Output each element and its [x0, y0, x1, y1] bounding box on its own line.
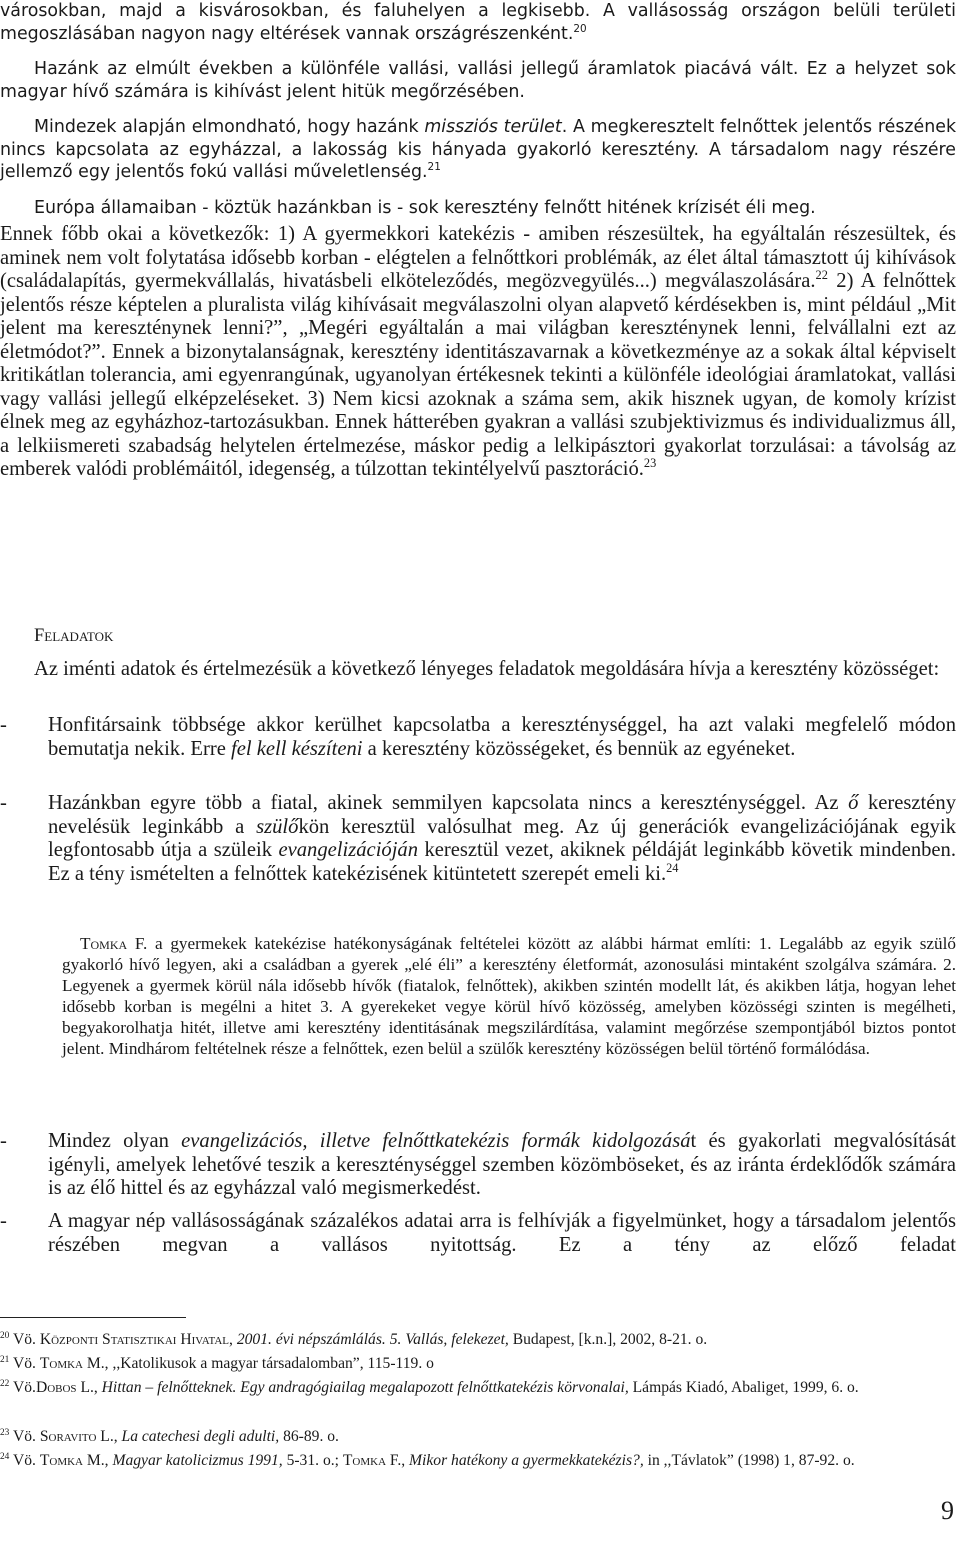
- footnote-24: [0, 1450, 956, 1472]
- mission-text-after: . A megkeresztelt felnőttek jelentős részének nincs kapcsolata az egyházzal, a lakosság kis hányada gyakorló keresztény. A társadalom nagy részére jellemző egy jelentős fokú vallási műveletlenség.: [0, 117, 957, 182]
- footnote-number: 23: [0, 1427, 10, 1438]
- footnote-text: 5-31. o.;: [282, 1452, 343, 1469]
- footnote-text: ,: [401, 1452, 410, 1469]
- footnote-title: 2001. évi népszámlálás. 5. Vallás, felekezet,: [236, 1331, 509, 1348]
- footnote-text: Budapest, [k.n.], 2002, 8-21. o.: [508, 1331, 708, 1348]
- paragraph-mission: [0, 116, 956, 184]
- bullet-dash: -: [0, 1210, 7, 1232]
- footnote-author: Tomka F.: [342, 1452, 402, 1469]
- footnote-ref-22[interactable]: 22: [815, 268, 828, 283]
- bullet-dash: -: [0, 1130, 7, 1152]
- footnote-author: Soravito L.: [39, 1428, 114, 1445]
- footnote-text: ,: [104, 1452, 113, 1469]
- crisis-text-1: Ennek főbb okai a következők: 1) A gyermekkori katekézis - amiben részesültek, ha egyáltalán részesültek, és aminek nem volt folytatása idősebb korban - elégtelen a felnőttkori problémák, az élet által támasztott új kihívások (családalapítás, gyermekvállalás, hivatásbeli elköteleződés, megözvegyülés...) megválaszolására.: [0, 223, 956, 292]
- paragraph-top: [0, 0, 956, 45]
- footnote-separator: [0, 1317, 186, 1318]
- bullet-item-4: [0, 1210, 956, 1257]
- footnote-text: Vö.: [9, 1428, 40, 1445]
- bullet-2-text-a: Hazánkban egyre több a fiatal, akinek semmilyen kapcsolata nincs a kereszténységgel. Az: [48, 792, 849, 814]
- footnote-23: [0, 1426, 956, 1448]
- section-intro-text: Az iménti adatok és értelmezésük a következő lényeges feladatok megoldására hívja a keresztény közösséget:: [34, 658, 940, 680]
- footnote-text: ,: [113, 1428, 122, 1445]
- note-text: a gyermekek katekézise hatékonyságának feltételei között az alábbi hármat említi: 1. Legalább az egyik szülő gyakorló hívő legyen, aki a családban a gyerek „elé éli” a keresztény életformát, azonosulási mintaként szolgálva számára. 2. Legyenek a gyermek körül nála idősebb hívők (fiatalok, felnőttek), akikben szintén modellt lát, és akikben látja, hogyan lehet idősebb korban is megélni a hitet 3. A gyerekeket vegye körül hívő közösség, amelyben közösségi szinten is megélheti, begyakorolhatja hitét, illetve ami keresztény identitásának megszilárdítása, valamint megőrzése szempontjából biztos pontot jelent. Mindhárom feltételnek része a felnőttek, ezen belül a szülők keresztény közösségen belül történő formálódása.: [62, 934, 956, 1058]
- footnote-author: Dobos L.: [35, 1379, 94, 1396]
- page-number: 9: [941, 1496, 954, 1525]
- bullet-3-emphasis: evangelizációs, illetve felnőttkatekézis formák kidolgozásá: [181, 1130, 691, 1152]
- bullet-2-emphasis-1: ő: [848, 792, 859, 814]
- bullet-2-text-d: keresztül vezet, akiknek példáját leginkább követik mindenben. Ez a tény ismételten a felnőttek katekézisének kitüntetett szerepét emeli ki.: [48, 839, 957, 885]
- paragraph-crisis: [0, 223, 956, 482]
- footnote-ref-20[interactable]: 20: [573, 22, 587, 35]
- bullet-dash: -: [0, 792, 7, 814]
- paragraph-market-text: Hazánk az elmúlt években a különféle vallási, vallási jellegű áramlatok piacává vált. Ez a helyzet sok magyar hívő számára is kihívást jelent hitük megőrzésében.: [0, 59, 956, 102]
- crisis-lead-text: Európa államaiban - köztük hazánkban is - sok keresztény felnőtt hitének krízisét éli meg.: [34, 198, 816, 218]
- footnote-author: Központi Statisztikai Hivatal: [39, 1331, 230, 1348]
- section-intro: [0, 658, 956, 682]
- footnote-text: Vö.: [9, 1355, 40, 1372]
- section-heading: Feladatok: [34, 626, 114, 646]
- bullet-1-text-before: Honfitársaink többsége akkor kerülhet kapcsolatba a kereszténységgel, ha azt valaki megfelelő módon bemutatja nekik. Erre: [48, 714, 956, 760]
- paragraph-market: [0, 58, 956, 103]
- paragraph-crisis-lead: [0, 197, 956, 220]
- footnote-number: 22: [0, 1378, 10, 1389]
- footnote-title: Magyar katolicizmus 1991,: [112, 1452, 283, 1469]
- footnote-number: 20: [0, 1330, 10, 1341]
- footnote-text: Vö.: [9, 1379, 36, 1396]
- paragraph-top-line-2: megoszlásában nagyon nagy eltérések vannak országrészenként.: [0, 23, 574, 44]
- bullet-1-emphasis: fel kell készíteni: [230, 737, 363, 760]
- footnote-title: La catechesi degli adulti,: [121, 1428, 280, 1445]
- bullet-4-text: A magyar nép vallásosságának százalékos adatai arra is felhívják a figyelmünket, hogy a társadalom jelentős részében megvan a vallásos nyitottság. Ez a tény az előző feladat: [48, 1210, 956, 1256]
- footnote-text: ,: [93, 1379, 102, 1396]
- footnote-number: 24: [0, 1451, 10, 1462]
- mission-text-before: Mindezek alapján elmondható, hogy hazánk: [34, 117, 425, 137]
- footnote-20: [0, 1329, 956, 1351]
- footnote-ref-24[interactable]: 24: [666, 860, 679, 875]
- footnote-author: Tomka M.: [39, 1355, 105, 1372]
- footnote-author: Tomka M.: [39, 1452, 105, 1469]
- mission-emphasis: missziós terület: [424, 117, 562, 137]
- bullet-3-text-before: Mindez olyan: [48, 1130, 182, 1152]
- note-author: Tomka F.: [80, 934, 148, 953]
- crisis-text-2: 2) A felnőttek jelentős része képtelen a pluralista világ kihívásait megválaszolni olyan alapvető kérdésekben is, mint például „Mit jelent ma kereszténynek lenni?”, „Megéri egyáltalán a mai világban kereszténynek lenni, felvállalni ezt az életmódot?”. Ennek a bizonytalanságnak, keresztény identitászavarnak a következménye az a sokak által képviselt kritikátlan tolerancia, ami egyenrangúnak, ugyanolyan értékesnek tekinti a különféle ideológiai áramlatokat, vallási vagy vallási jellegű elképzeléseket. 3) Nem kicsi azoknak a száma sem, akik hisznek ugyan, de komoly krízist élnek meg az egyházhoz-tartozásukban. Ennek hátterében gyakran a vallási szubjektivizmus és individualizmus áll, a lelkiismereti szabadság helytelen értelmezése, máskor pedig a lelkipásztori gyakorlat torzulásai: a távolság az emberek valódi problémáitól, idegenség, a túlzottan tekintélyelvű pasztoráció.: [0, 270, 956, 480]
- footnote-ref-21[interactable]: 21: [427, 161, 441, 174]
- footnote-text: ,: [229, 1331, 237, 1348]
- bullet-dash: -: [0, 714, 7, 736]
- bullet-item-2: [0, 792, 956, 886]
- bullet-2-text-c: kön keresztül valósulhat meg. Az új generációk evangelizációjának egyik legfontosabb útja a szüleik: [48, 815, 957, 861]
- footnote-title: Hittan – felnőtteknek. Egy andragógiailag megalapozott felnőttkatekézis körvonalai,: [101, 1379, 629, 1396]
- footnote-ref-23[interactable]: 23: [643, 456, 657, 471]
- bullet-1-text-after: a keresztény közösségeket, és bennük az egyéneket.: [362, 737, 796, 760]
- footnote-21: [0, 1353, 956, 1375]
- bullet-item-1: [0, 714, 956, 761]
- paragraph-top-line-1: városokban, majd a kisvárosokban, és faluhelyen a legkisebb. A vallásosság országon belüli területi: [0, 1, 956, 21]
- bullet-3-text-after: t és gyakorlati megvalósítását igényli, amelyek lehetővé teszik a kereszténységgel szemben közömböseket, és az iránta érdeklődők számára is az élő hittel és az egyházzal való megismerkedést.: [48, 1130, 956, 1199]
- footnote-text: Vö.: [9, 1331, 40, 1348]
- bullet-2-emphasis-3: evangelizációján: [278, 839, 419, 861]
- bullet-item-3: [0, 1130, 956, 1201]
- footnote-text: , ,,Katolikusok a magyar társadalomban”, 115-119. o: [104, 1355, 434, 1372]
- footnote-text: in ,,Távlatok” (1998) 1, 87-92. o.: [643, 1452, 855, 1469]
- indented-note: [62, 934, 956, 1059]
- footnote-text: Lámpás Kiadó, Abaliget, 1999, 6. o.: [628, 1379, 859, 1396]
- footnote-title: Mikor hatékony a gyermekkatekézis?,: [409, 1452, 644, 1469]
- bullet-2-text-b: keresztény nevelésük leginkább a: [48, 792, 956, 838]
- bullet-2-emphasis-2: szülő: [256, 815, 299, 838]
- footnote-text: 86-89. o.: [279, 1428, 339, 1445]
- footnote-text: Vö.: [9, 1452, 40, 1469]
- footnote-number: 21: [0, 1354, 10, 1365]
- footnote-22: [0, 1377, 956, 1399]
